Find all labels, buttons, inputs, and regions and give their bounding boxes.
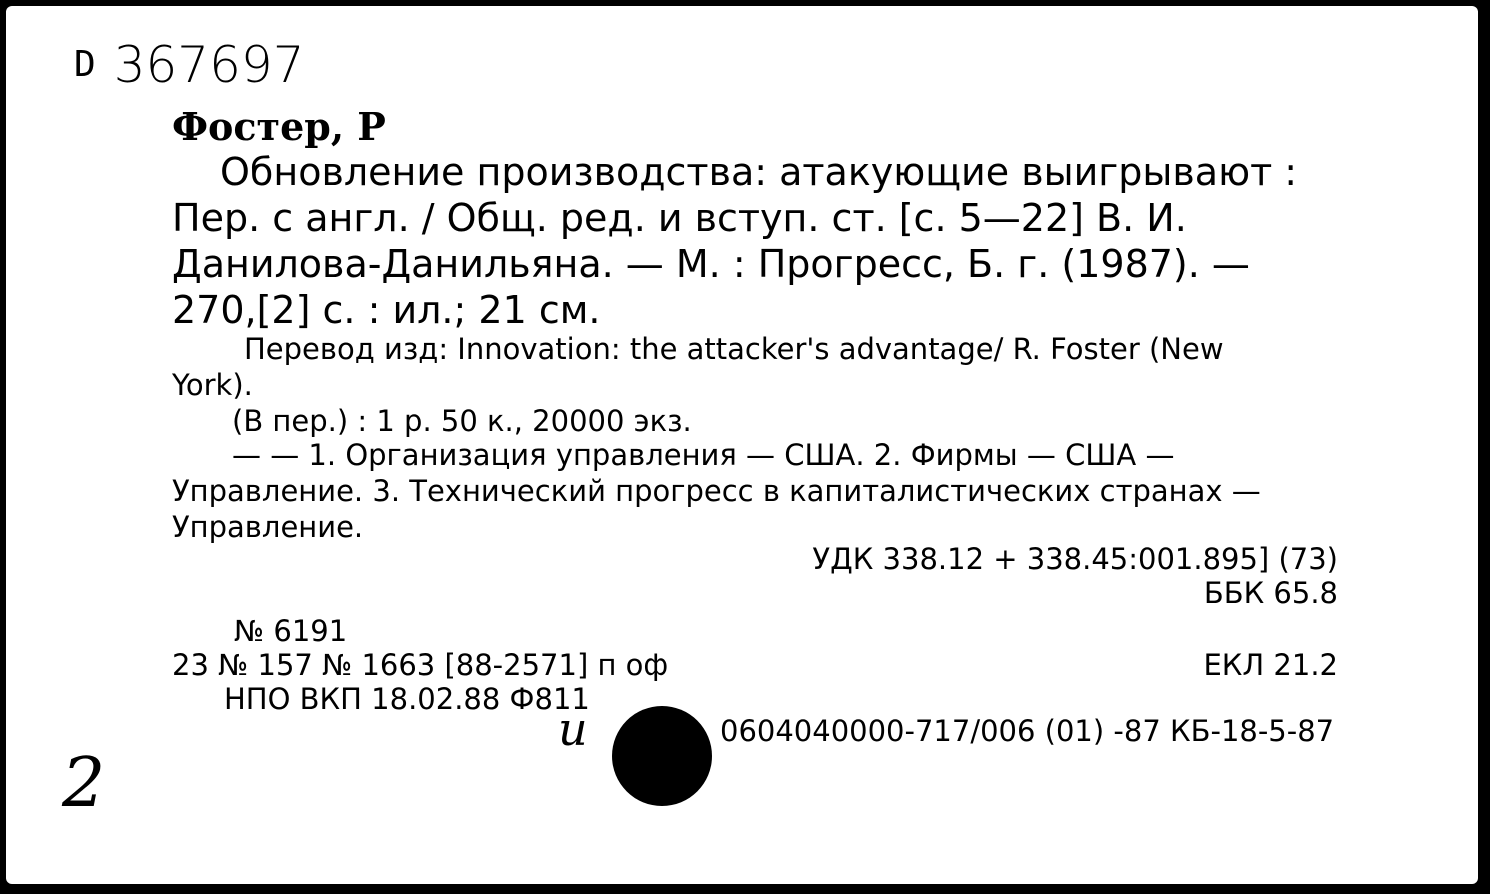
- author: Фостер, Р: [172, 104, 386, 149]
- subject-line: Управление.: [172, 510, 364, 544]
- title-line: Обновление производства: атакующие выигрывают :: [220, 150, 1298, 194]
- price-line: (В пер.) : 1 р. 50 к., 20000 экз.: [232, 404, 692, 438]
- udk-index: УДК 338.12 + 338.45:001.895] (73): [812, 542, 1338, 576]
- handwritten-initial: и: [558, 702, 588, 756]
- title-line: Пер. с англ. / Общ. ред. и вступ. ст. [с. 5—22] В. И.: [172, 196, 1187, 240]
- title-line: Данилова-Данильяна. — М. : Прогресс, Б. г. (1987). —: [172, 242, 1250, 286]
- card-number: № 6191: [234, 614, 348, 648]
- handwritten-number: 2: [62, 744, 106, 823]
- subject-line: — — 1. Организация управления — США. 2. Фирмы — США —: [232, 438, 1175, 472]
- order-line: 23 № 157 № 1663 [88-2571] п оф: [172, 648, 669, 682]
- ekl-index: ЕКЛ 21.2: [1203, 648, 1338, 682]
- title-line: 270,[2] с. : ил.; 21 см.: [172, 288, 601, 332]
- translation-line: Перевод изд: Innovation: the attacker's advantage/ R. Foster (New: [244, 332, 1224, 366]
- call-number: [74, 36, 305, 94]
- subject-line: Управление. 3. Технический прогресс в капиталистических странах —: [172, 474, 1261, 508]
- call-letter: D: [74, 44, 96, 85]
- npo-line: НПО ВКП 18.02.88 Ф811: [224, 682, 590, 716]
- code-line: 0604040000-717/006 (01) -87 КБ-18-5-87: [720, 714, 1335, 748]
- bbk-index: ББК 65.8: [1203, 576, 1338, 610]
- catalog-card: [6, 6, 1478, 884]
- ink-blot: [612, 706, 712, 806]
- call-number-value: 367697: [113, 36, 305, 94]
- translation-line: York).: [172, 368, 253, 402]
